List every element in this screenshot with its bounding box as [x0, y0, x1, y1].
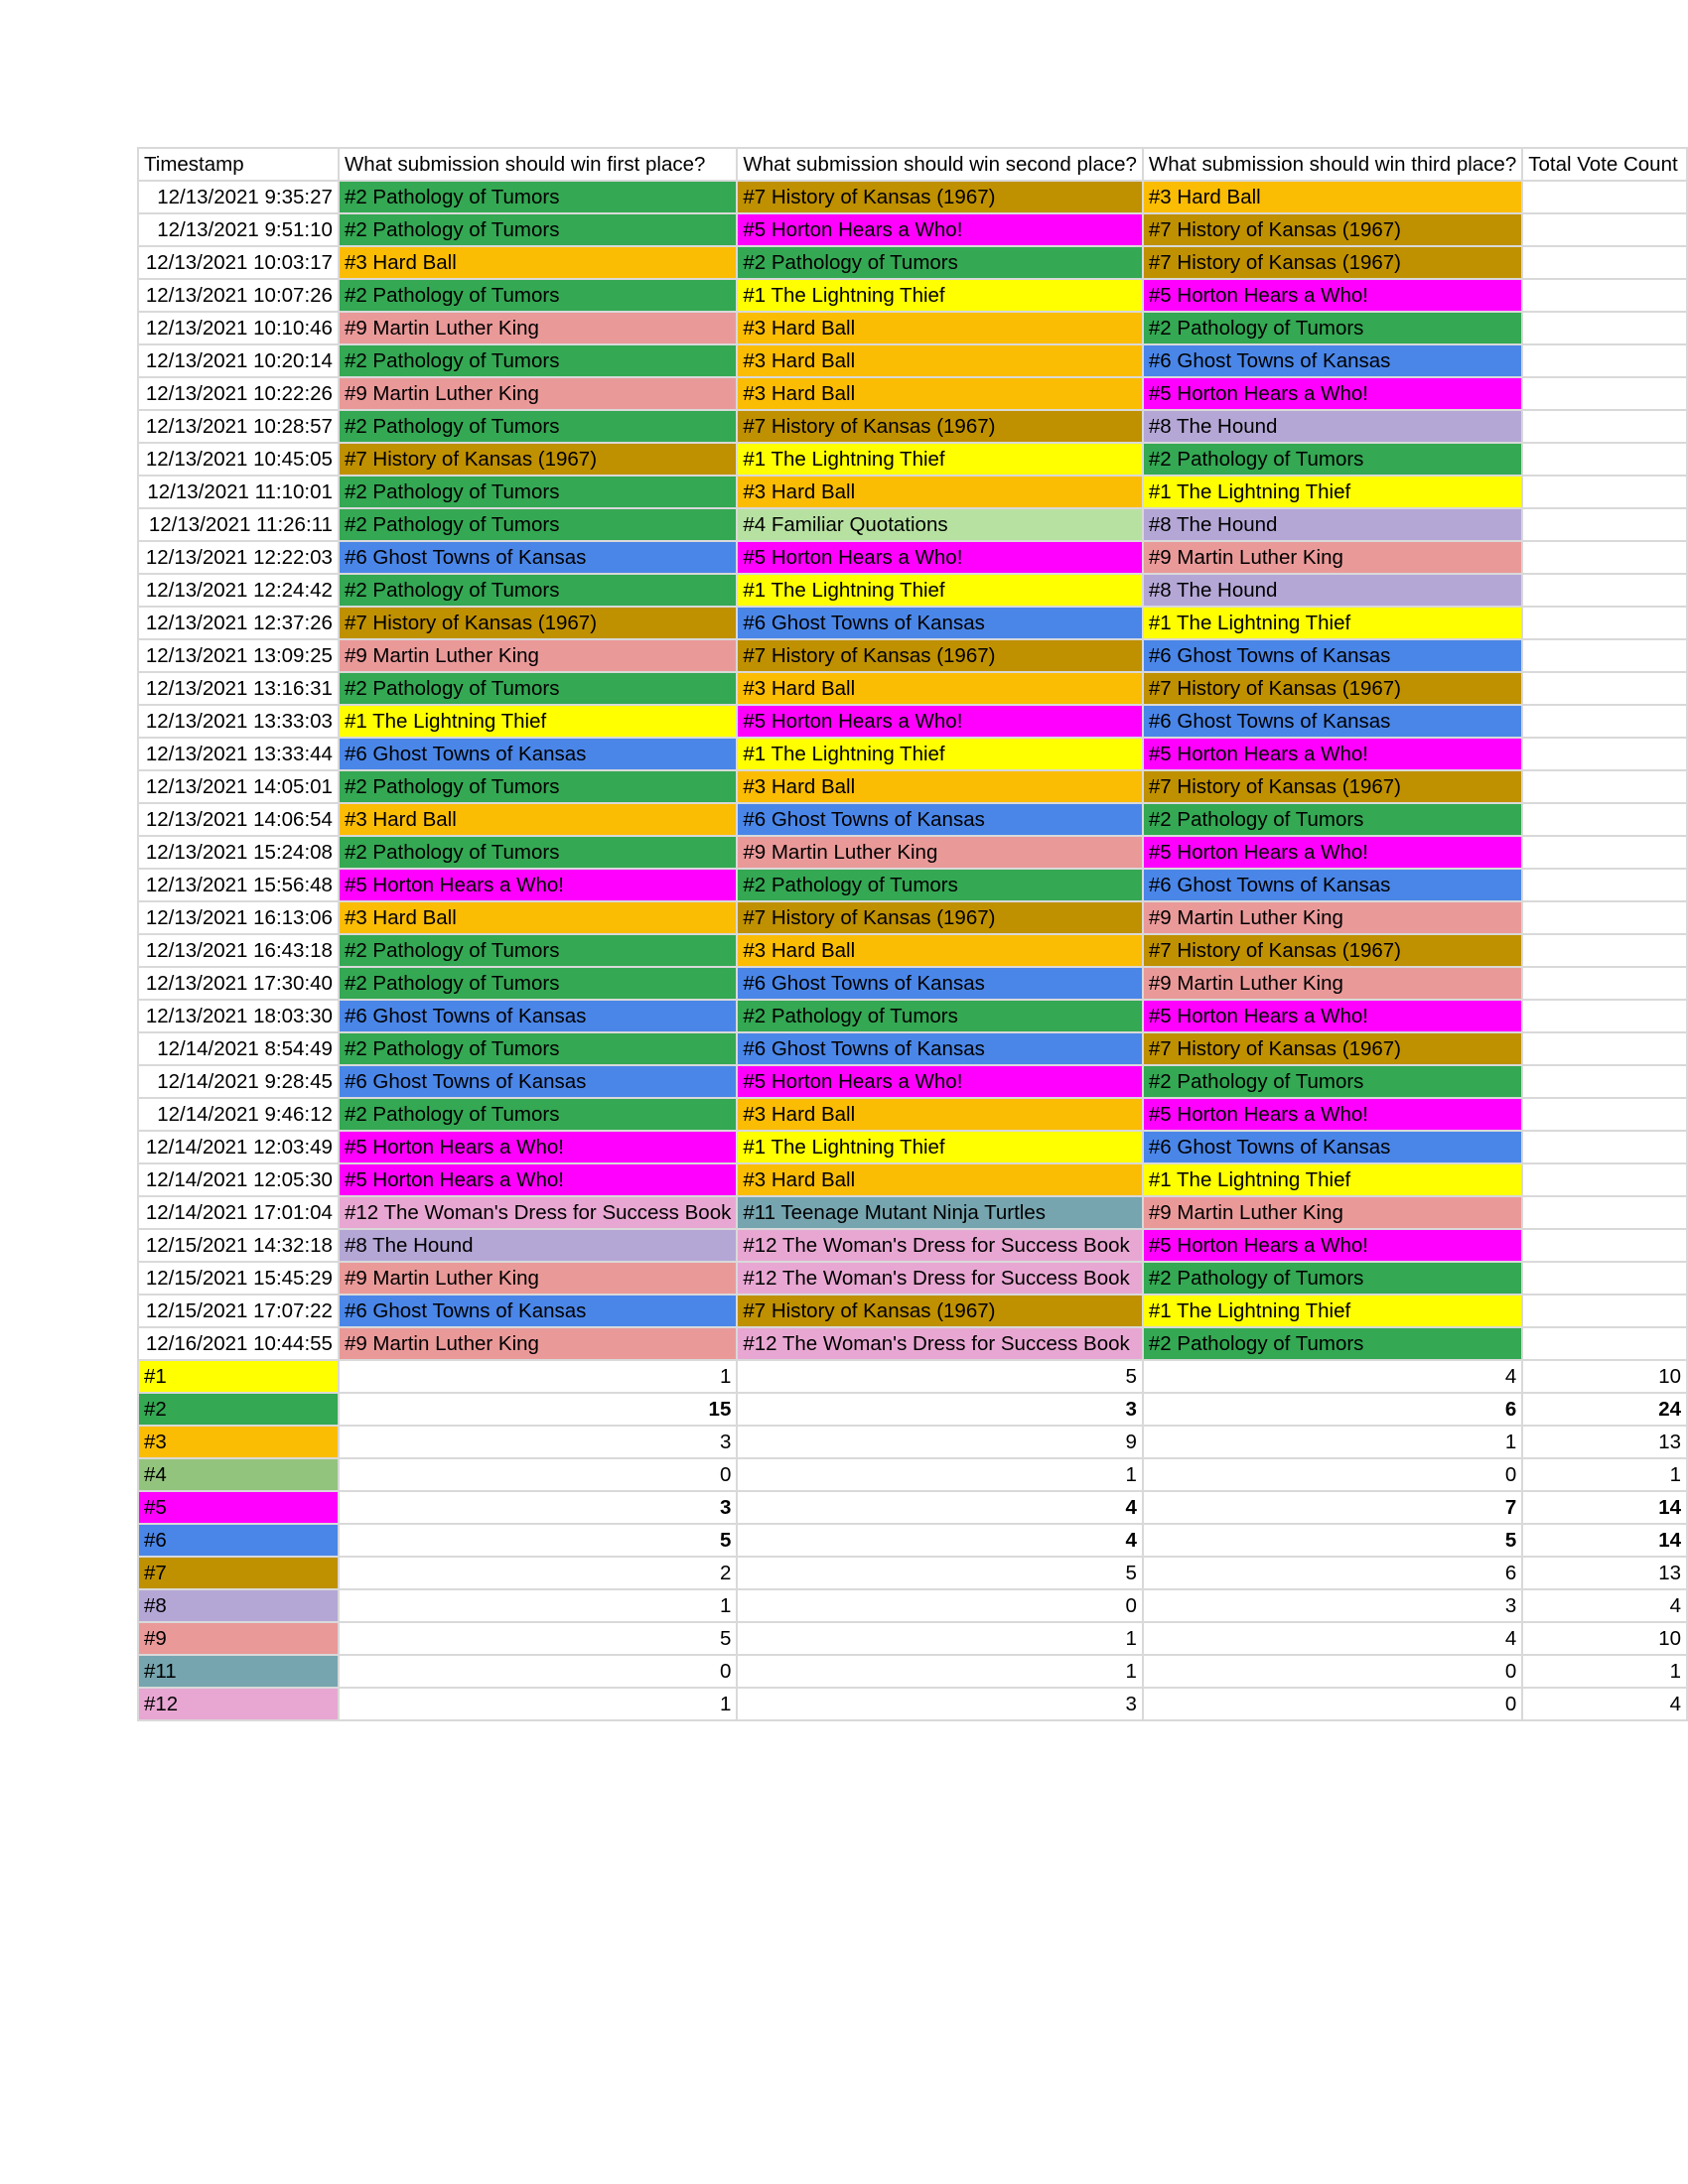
- summary-row: [138, 1360, 1687, 1393]
- response-row: [138, 541, 1687, 574]
- summary-total-count[interactable]: 10: [1522, 1360, 1687, 1393]
- timestamp-cell[interactable]: 12/14/2021 9:46:12: [138, 1098, 339, 1131]
- total-vote-cell[interactable]: [1522, 508, 1687, 541]
- summary-total-count[interactable]: 14: [1522, 1524, 1687, 1557]
- header-second-place[interactable]: What submission should win second place?: [737, 148, 1143, 181]
- response-row: [138, 508, 1687, 541]
- second-place-cell[interactable]: #5 Horton Hears a Who!: [737, 705, 1143, 738]
- header-total-vote-count[interactable]: Total Vote Count: [1522, 148, 1687, 181]
- summary-label-cell[interactable]: #5: [138, 1491, 339, 1524]
- third-place-cell[interactable]: #5 Horton Hears a Who!: [1143, 279, 1522, 312]
- summary-second-count[interactable]: 5: [737, 1360, 1143, 1393]
- total-vote-cell[interactable]: [1522, 1196, 1687, 1229]
- total-vote-cell[interactable]: [1522, 901, 1687, 934]
- first-place-cell[interactable]: #5 Horton Hears a Who!: [339, 869, 737, 901]
- second-place-cell[interactable]: #1 The Lightning Thief: [737, 738, 1143, 770]
- third-place-cell[interactable]: #8 The Hound: [1143, 508, 1522, 541]
- first-place-cell[interactable]: #8 The Hound: [339, 1229, 737, 1262]
- timestamp-cell[interactable]: 12/13/2021 18:03:30: [138, 1000, 339, 1032]
- summary-label-cell[interactable]: #3: [138, 1426, 339, 1458]
- summary-row: [138, 1557, 1687, 1589]
- first-place-cell[interactable]: #5 Horton Hears a Who!: [339, 1131, 737, 1163]
- summary-label-cell[interactable]: #1: [138, 1360, 339, 1393]
- third-place-cell[interactable]: #6 Ghost Towns of Kansas: [1143, 1131, 1522, 1163]
- total-vote-cell[interactable]: [1522, 803, 1687, 836]
- summary-row: [138, 1491, 1687, 1524]
- total-vote-cell[interactable]: [1522, 181, 1687, 213]
- second-place-cell[interactable]: #2 Pathology of Tumors: [737, 246, 1143, 279]
- third-place-cell[interactable]: #5 Horton Hears a Who!: [1143, 377, 1522, 410]
- first-place-cell[interactable]: #2 Pathology of Tumors: [339, 344, 737, 377]
- second-place-cell[interactable]: #3 Hard Ball: [737, 312, 1143, 344]
- second-place-cell[interactable]: #5 Horton Hears a Who!: [737, 541, 1143, 574]
- first-place-cell[interactable]: #2 Pathology of Tumors: [339, 213, 737, 246]
- third-place-cell[interactable]: #5 Horton Hears a Who!: [1143, 1098, 1522, 1131]
- total-vote-cell[interactable]: [1522, 639, 1687, 672]
- response-row: [138, 443, 1687, 476]
- second-place-cell[interactable]: #5 Horton Hears a Who!: [737, 213, 1143, 246]
- total-vote-cell[interactable]: [1522, 607, 1687, 639]
- timestamp-cell[interactable]: 12/13/2021 13:09:25: [138, 639, 339, 672]
- second-place-cell[interactable]: #12 The Woman's Dress for Success Book: [737, 1229, 1143, 1262]
- summary-first-count[interactable]: 5: [339, 1622, 737, 1655]
- total-vote-cell[interactable]: [1522, 934, 1687, 967]
- response-row: [138, 181, 1687, 213]
- total-vote-cell[interactable]: [1522, 672, 1687, 705]
- summary-second-count[interactable]: 9: [737, 1426, 1143, 1458]
- response-row: [138, 1098, 1687, 1131]
- total-vote-cell[interactable]: [1522, 574, 1687, 607]
- total-vote-cell[interactable]: [1522, 705, 1687, 738]
- timestamp-cell[interactable]: 12/13/2021 10:07:26: [138, 279, 339, 312]
- response-row: [138, 213, 1687, 246]
- summary-second-count[interactable]: 4: [737, 1524, 1143, 1557]
- third-place-cell[interactable]: #7 History of Kansas (1967): [1143, 934, 1522, 967]
- summary-total-count[interactable]: 1: [1522, 1655, 1687, 1688]
- total-vote-cell[interactable]: [1522, 377, 1687, 410]
- response-row: [138, 770, 1687, 803]
- first-place-cell[interactable]: #12 The Woman's Dress for Success Book: [339, 1196, 737, 1229]
- second-place-cell[interactable]: #3 Hard Ball: [737, 476, 1143, 508]
- sheet-body: [138, 148, 1687, 1720]
- summary-first-count[interactable]: 0: [339, 1655, 737, 1688]
- second-place-cell[interactable]: #9 Martin Luther King: [737, 836, 1143, 869]
- summary-label-cell[interactable]: #9: [138, 1622, 339, 1655]
- response-row: [138, 246, 1687, 279]
- summary-label-cell[interactable]: #6: [138, 1524, 339, 1557]
- first-place-cell[interactable]: #9 Martin Luther King: [339, 377, 737, 410]
- total-vote-cell[interactable]: [1522, 541, 1687, 574]
- summary-third-count[interactable]: 1: [1143, 1426, 1522, 1458]
- summary-first-count[interactable]: 5: [339, 1524, 737, 1557]
- response-row: [138, 803, 1687, 836]
- total-vote-cell[interactable]: [1522, 1131, 1687, 1163]
- first-place-cell[interactable]: #2 Pathology of Tumors: [339, 181, 737, 213]
- total-vote-cell[interactable]: [1522, 967, 1687, 1000]
- timestamp-cell[interactable]: 12/14/2021 12:03:49: [138, 1131, 339, 1163]
- third-place-cell[interactable]: #2 Pathology of Tumors: [1143, 1262, 1522, 1295]
- response-row: [138, 1229, 1687, 1262]
- response-row: [138, 1000, 1687, 1032]
- second-place-cell[interactable]: #6 Ghost Towns of Kansas: [737, 803, 1143, 836]
- timestamp-cell[interactable]: 12/14/2021 12:05:30: [138, 1163, 339, 1196]
- total-vote-cell[interactable]: [1522, 1229, 1687, 1262]
- timestamp-cell[interactable]: 12/15/2021 17:07:22: [138, 1295, 339, 1327]
- summary-first-count[interactable]: 3: [339, 1426, 737, 1458]
- first-place-cell[interactable]: #2 Pathology of Tumors: [339, 1032, 737, 1065]
- total-vote-cell[interactable]: [1522, 1295, 1687, 1327]
- response-row: [138, 1163, 1687, 1196]
- header-row: [138, 148, 1687, 181]
- summary-first-count[interactable]: 1: [339, 1688, 737, 1720]
- second-place-cell[interactable]: #11 Teenage Mutant Ninja Turtles: [737, 1196, 1143, 1229]
- summary-row: [138, 1655, 1687, 1688]
- response-row: [138, 344, 1687, 377]
- total-vote-cell[interactable]: [1522, 836, 1687, 869]
- total-vote-cell[interactable]: [1522, 476, 1687, 508]
- total-vote-cell[interactable]: [1522, 279, 1687, 312]
- response-row: [138, 639, 1687, 672]
- total-vote-cell[interactable]: [1522, 246, 1687, 279]
- second-place-cell[interactable]: #4 Familiar Quotations: [737, 508, 1143, 541]
- response-row: [138, 901, 1687, 934]
- second-place-cell[interactable]: #7 History of Kansas (1967): [737, 410, 1143, 443]
- second-place-cell[interactable]: #7 History of Kansas (1967): [737, 181, 1143, 213]
- first-place-cell[interactable]: #7 History of Kansas (1967): [339, 443, 737, 476]
- summary-row: [138, 1589, 1687, 1622]
- timestamp-cell[interactable]: 12/13/2021 10:22:26: [138, 377, 339, 410]
- total-vote-cell[interactable]: [1522, 738, 1687, 770]
- total-vote-cell[interactable]: [1522, 312, 1687, 344]
- second-place-cell[interactable]: #3 Hard Ball: [737, 770, 1143, 803]
- summary-total-count[interactable]: 13: [1522, 1426, 1687, 1458]
- third-place-cell[interactable]: #6 Ghost Towns of Kansas: [1143, 869, 1522, 901]
- timestamp-cell[interactable]: 12/13/2021 9:51:10: [138, 213, 339, 246]
- second-place-cell[interactable]: #3 Hard Ball: [737, 672, 1143, 705]
- header-first-place[interactable]: What submission should win first place?: [339, 148, 737, 181]
- first-place-cell[interactable]: #2 Pathology of Tumors: [339, 672, 737, 705]
- first-place-cell[interactable]: #3 Hard Ball: [339, 246, 737, 279]
- summary-first-count[interactable]: 2: [339, 1557, 737, 1589]
- third-place-cell[interactable]: #5 Horton Hears a Who!: [1143, 738, 1522, 770]
- timestamp-cell[interactable]: 12/13/2021 14:05:01: [138, 770, 339, 803]
- third-place-cell[interactable]: #9 Martin Luther King: [1143, 1196, 1522, 1229]
- total-vote-cell[interactable]: [1522, 1098, 1687, 1131]
- third-place-cell[interactable]: #7 History of Kansas (1967): [1143, 770, 1522, 803]
- summary-row: [138, 1688, 1687, 1720]
- response-row: [138, 967, 1687, 1000]
- timestamp-cell[interactable]: 12/13/2021 11:26:11: [138, 508, 339, 541]
- timestamp-cell[interactable]: 12/13/2021 12:24:42: [138, 574, 339, 607]
- response-row: [138, 1131, 1687, 1163]
- summary-row: [138, 1393, 1687, 1426]
- summary-first-count[interactable]: 1: [339, 1360, 737, 1393]
- second-place-cell[interactable]: #7 History of Kansas (1967): [737, 1295, 1143, 1327]
- second-place-cell[interactable]: #1 The Lightning Thief: [737, 1131, 1143, 1163]
- third-place-cell[interactable]: #5 Horton Hears a Who!: [1143, 1229, 1522, 1262]
- timestamp-cell[interactable]: 12/13/2021 13:16:31: [138, 672, 339, 705]
- first-place-cell[interactable]: #2 Pathology of Tumors: [339, 476, 737, 508]
- summary-label-cell[interactable]: #7: [138, 1557, 339, 1589]
- summary-first-count[interactable]: 1: [339, 1589, 737, 1622]
- response-row: [138, 1196, 1687, 1229]
- first-place-cell[interactable]: #6 Ghost Towns of Kansas: [339, 1295, 737, 1327]
- total-vote-cell[interactable]: [1522, 443, 1687, 476]
- timestamp-cell[interactable]: 12/16/2021 10:44:55: [138, 1327, 339, 1360]
- response-row: [138, 738, 1687, 770]
- third-place-cell[interactable]: #3 Hard Ball: [1143, 181, 1522, 213]
- summary-third-count[interactable]: 3: [1143, 1589, 1522, 1622]
- summary-third-count[interactable]: 4: [1143, 1360, 1522, 1393]
- summary-row: [138, 1622, 1687, 1655]
- third-place-cell[interactable]: #1 The Lightning Thief: [1143, 476, 1522, 508]
- third-place-cell[interactable]: #7 History of Kansas (1967): [1143, 1032, 1522, 1065]
- first-place-cell[interactable]: #2 Pathology of Tumors: [339, 836, 737, 869]
- third-place-cell[interactable]: #7 History of Kansas (1967): [1143, 213, 1522, 246]
- summary-total-count[interactable]: 1: [1522, 1458, 1687, 1491]
- summary-second-count[interactable]: 5: [737, 1557, 1143, 1589]
- summary-second-count[interactable]: 1: [737, 1622, 1143, 1655]
- timestamp-cell[interactable]: 12/13/2021 15:24:08: [138, 836, 339, 869]
- third-place-cell[interactable]: #2 Pathology of Tumors: [1143, 312, 1522, 344]
- total-vote-cell[interactable]: [1522, 770, 1687, 803]
- third-place-cell[interactable]: #2 Pathology of Tumors: [1143, 803, 1522, 836]
- summary-label-cell[interactable]: #4: [138, 1458, 339, 1491]
- header-timestamp[interactable]: Timestamp: [138, 148, 339, 181]
- total-vote-cell[interactable]: [1522, 1327, 1687, 1360]
- first-place-cell[interactable]: #2 Pathology of Tumors: [339, 934, 737, 967]
- summary-third-count[interactable]: 0: [1143, 1655, 1522, 1688]
- second-place-cell[interactable]: #2 Pathology of Tumors: [737, 1000, 1143, 1032]
- summary-second-count[interactable]: 3: [737, 1393, 1143, 1426]
- response-row: [138, 312, 1687, 344]
- second-place-cell[interactable]: #3 Hard Ball: [737, 1163, 1143, 1196]
- second-place-cell[interactable]: #6 Ghost Towns of Kansas: [737, 1032, 1143, 1065]
- third-place-cell[interactable]: #5 Horton Hears a Who!: [1143, 1000, 1522, 1032]
- first-place-cell[interactable]: #3 Hard Ball: [339, 803, 737, 836]
- summary-third-count[interactable]: 0: [1143, 1688, 1522, 1720]
- total-vote-cell[interactable]: [1522, 1065, 1687, 1098]
- summary-row: [138, 1458, 1687, 1491]
- third-place-cell[interactable]: #6 Ghost Towns of Kansas: [1143, 344, 1522, 377]
- third-place-cell[interactable]: #2 Pathology of Tumors: [1143, 443, 1522, 476]
- timestamp-cell[interactable]: 12/15/2021 14:32:18: [138, 1229, 339, 1262]
- timestamp-cell[interactable]: 12/13/2021 13:33:03: [138, 705, 339, 738]
- response-row: [138, 476, 1687, 508]
- total-vote-cell[interactable]: [1522, 344, 1687, 377]
- third-place-cell[interactable]: #7 History of Kansas (1967): [1143, 672, 1522, 705]
- third-place-cell[interactable]: #2 Pathology of Tumors: [1143, 1065, 1522, 1098]
- third-place-cell[interactable]: #9 Martin Luther King: [1143, 967, 1522, 1000]
- first-place-cell[interactable]: #6 Ghost Towns of Kansas: [339, 1000, 737, 1032]
- second-place-cell[interactable]: #7 History of Kansas (1967): [737, 901, 1143, 934]
- summary-label-cell[interactable]: #2: [138, 1393, 339, 1426]
- total-vote-cell[interactable]: [1522, 1262, 1687, 1295]
- first-place-cell[interactable]: #2 Pathology of Tumors: [339, 410, 737, 443]
- first-place-cell[interactable]: #5 Horton Hears a Who!: [339, 1163, 737, 1196]
- first-place-cell[interactable]: #9 Martin Luther King: [339, 639, 737, 672]
- response-row: [138, 672, 1687, 705]
- first-place-cell[interactable]: #2 Pathology of Tumors: [339, 508, 737, 541]
- second-place-cell[interactable]: #3 Hard Ball: [737, 1098, 1143, 1131]
- third-place-cell[interactable]: #5 Horton Hears a Who!: [1143, 836, 1522, 869]
- response-row: [138, 377, 1687, 410]
- timestamp-cell[interactable]: 12/13/2021 9:35:27: [138, 181, 339, 213]
- timestamp-cell[interactable]: 12/13/2021 16:13:06: [138, 901, 339, 934]
- first-place-cell[interactable]: #2 Pathology of Tumors: [339, 279, 737, 312]
- total-vote-cell[interactable]: [1522, 213, 1687, 246]
- summary-third-count[interactable]: 6: [1143, 1557, 1522, 1589]
- response-row: [138, 1032, 1687, 1065]
- summary-third-count[interactable]: 0: [1143, 1458, 1522, 1491]
- third-place-cell[interactable]: #9 Martin Luther King: [1143, 541, 1522, 574]
- summary-third-count[interactable]: 4: [1143, 1622, 1522, 1655]
- second-place-cell[interactable]: #12 The Woman's Dress for Success Book: [737, 1327, 1143, 1360]
- third-place-cell[interactable]: #6 Ghost Towns of Kansas: [1143, 639, 1522, 672]
- response-row: [138, 705, 1687, 738]
- timestamp-cell[interactable]: 12/13/2021 10:20:14: [138, 344, 339, 377]
- second-place-cell[interactable]: #1 The Lightning Thief: [737, 443, 1143, 476]
- summary-second-count[interactable]: 3: [737, 1688, 1143, 1720]
- timestamp-cell[interactable]: 12/13/2021 11:10:01: [138, 476, 339, 508]
- summary-total-count[interactable]: 13: [1522, 1557, 1687, 1589]
- summary-label-cell[interactable]: #8: [138, 1589, 339, 1622]
- second-place-cell[interactable]: #7 History of Kansas (1967): [737, 639, 1143, 672]
- timestamp-cell[interactable]: 12/14/2021 9:28:45: [138, 1065, 339, 1098]
- summary-second-count[interactable]: 0: [737, 1589, 1143, 1622]
- response-row: [138, 1327, 1687, 1360]
- third-place-cell[interactable]: #8 The Hound: [1143, 574, 1522, 607]
- first-place-cell[interactable]: #2 Pathology of Tumors: [339, 770, 737, 803]
- total-vote-cell[interactable]: [1522, 869, 1687, 901]
- first-place-cell[interactable]: #2 Pathology of Tumors: [339, 574, 737, 607]
- timestamp-cell[interactable]: 12/13/2021 17:30:40: [138, 967, 339, 1000]
- third-place-cell[interactable]: #2 Pathology of Tumors: [1143, 1327, 1522, 1360]
- timestamp-cell[interactable]: 12/14/2021 8:54:49: [138, 1032, 339, 1065]
- first-place-cell[interactable]: #6 Ghost Towns of Kansas: [339, 1065, 737, 1098]
- timestamp-cell[interactable]: 12/15/2021 15:45:29: [138, 1262, 339, 1295]
- first-place-cell[interactable]: #1 The Lightning Thief: [339, 705, 737, 738]
- summary-row: [138, 1524, 1687, 1557]
- total-vote-cell[interactable]: [1522, 1163, 1687, 1196]
- summary-row: [138, 1426, 1687, 1458]
- header-third-place[interactable]: What submission should win third place?: [1143, 148, 1522, 181]
- total-vote-cell[interactable]: [1522, 1000, 1687, 1032]
- timestamp-cell[interactable]: 12/13/2021 12:37:26: [138, 607, 339, 639]
- summary-total-count[interactable]: 4: [1522, 1688, 1687, 1720]
- second-place-cell[interactable]: #1 The Lightning Thief: [737, 279, 1143, 312]
- response-row: [138, 869, 1687, 901]
- first-place-cell[interactable]: #9 Martin Luther King: [339, 1327, 737, 1360]
- timestamp-cell[interactable]: 12/14/2021 17:01:04: [138, 1196, 339, 1229]
- first-place-cell[interactable]: #7 History of Kansas (1967): [339, 607, 737, 639]
- summary-third-count[interactable]: 6: [1143, 1393, 1522, 1426]
- second-place-cell[interactable]: #3 Hard Ball: [737, 934, 1143, 967]
- third-place-cell[interactable]: #6 Ghost Towns of Kansas: [1143, 705, 1522, 738]
- third-place-cell[interactable]: #1 The Lightning Thief: [1143, 607, 1522, 639]
- summary-first-count[interactable]: 15: [339, 1393, 737, 1426]
- response-row: [138, 836, 1687, 869]
- response-row: [138, 607, 1687, 639]
- first-place-cell[interactable]: #9 Martin Luther King: [339, 1262, 737, 1295]
- total-vote-cell[interactable]: [1522, 410, 1687, 443]
- response-row: [138, 279, 1687, 312]
- summary-label-cell[interactable]: #11: [138, 1655, 339, 1688]
- summary-total-count[interactable]: 24: [1522, 1393, 1687, 1426]
- timestamp-cell[interactable]: 12/13/2021 10:10:46: [138, 312, 339, 344]
- first-place-cell[interactable]: #2 Pathology of Tumors: [339, 1098, 737, 1131]
- first-place-cell[interactable]: #6 Ghost Towns of Kansas: [339, 738, 737, 770]
- response-row: [138, 934, 1687, 967]
- timestamp-cell[interactable]: 12/13/2021 10:45:05: [138, 443, 339, 476]
- response-row: [138, 1262, 1687, 1295]
- first-place-cell[interactable]: #3 Hard Ball: [339, 901, 737, 934]
- first-place-cell[interactable]: #2 Pathology of Tumors: [339, 967, 737, 1000]
- total-vote-cell[interactable]: [1522, 1032, 1687, 1065]
- summary-first-count[interactable]: 0: [339, 1458, 737, 1491]
- response-row: [138, 410, 1687, 443]
- summary-second-count[interactable]: 1: [737, 1655, 1143, 1688]
- summary-third-count[interactable]: 5: [1143, 1524, 1522, 1557]
- summary-total-count[interactable]: 14: [1522, 1491, 1687, 1524]
- summary-second-count[interactable]: 1: [737, 1458, 1143, 1491]
- first-place-cell[interactable]: #9 Martin Luther King: [339, 312, 737, 344]
- third-place-cell[interactable]: #1 The Lightning Thief: [1143, 1295, 1522, 1327]
- second-place-cell[interactable]: #1 The Lightning Thief: [737, 574, 1143, 607]
- third-place-cell[interactable]: #1 The Lightning Thief: [1143, 1163, 1522, 1196]
- second-place-cell[interactable]: #3 Hard Ball: [737, 377, 1143, 410]
- second-place-cell[interactable]: #3 Hard Ball: [737, 344, 1143, 377]
- response-row: [138, 1295, 1687, 1327]
- third-place-cell[interactable]: #8 The Hound: [1143, 410, 1522, 443]
- summary-total-count[interactable]: 4: [1522, 1589, 1687, 1622]
- response-row: [138, 1065, 1687, 1098]
- second-place-cell[interactable]: #2 Pathology of Tumors: [737, 869, 1143, 901]
- second-place-cell[interactable]: #12 The Woman's Dress for Success Book: [737, 1262, 1143, 1295]
- response-row: [138, 574, 1687, 607]
- timestamp-cell[interactable]: 12/13/2021 15:56:48: [138, 869, 339, 901]
- timestamp-cell[interactable]: 12/13/2021 14:06:54: [138, 803, 339, 836]
- summary-label-cell[interactable]: #12: [138, 1688, 339, 1720]
- third-place-cell[interactable]: #7 History of Kansas (1967): [1143, 246, 1522, 279]
- second-place-cell[interactable]: #5 Horton Hears a Who!: [737, 1065, 1143, 1098]
- third-place-cell[interactable]: #9 Martin Luther King: [1143, 901, 1522, 934]
- summary-second-count[interactable]: 4: [737, 1491, 1143, 1524]
- second-place-cell[interactable]: #6 Ghost Towns of Kansas: [737, 967, 1143, 1000]
- summary-first-count[interactable]: 3: [339, 1491, 737, 1524]
- timestamp-cell[interactable]: 12/13/2021 12:22:03: [138, 541, 339, 574]
- summary-third-count[interactable]: 7: [1143, 1491, 1522, 1524]
- first-place-cell[interactable]: #6 Ghost Towns of Kansas: [339, 541, 737, 574]
- second-place-cell[interactable]: #6 Ghost Towns of Kansas: [737, 607, 1143, 639]
- vote-spreadsheet: [137, 147, 1688, 1721]
- summary-total-count[interactable]: 10: [1522, 1622, 1687, 1655]
- timestamp-cell[interactable]: 12/13/2021 10:03:17: [138, 246, 339, 279]
- timestamp-cell[interactable]: 12/13/2021 10:28:57: [138, 410, 339, 443]
- timestamp-cell[interactable]: 12/13/2021 13:33:44: [138, 738, 339, 770]
- timestamp-cell[interactable]: 12/13/2021 16:43:18: [138, 934, 339, 967]
